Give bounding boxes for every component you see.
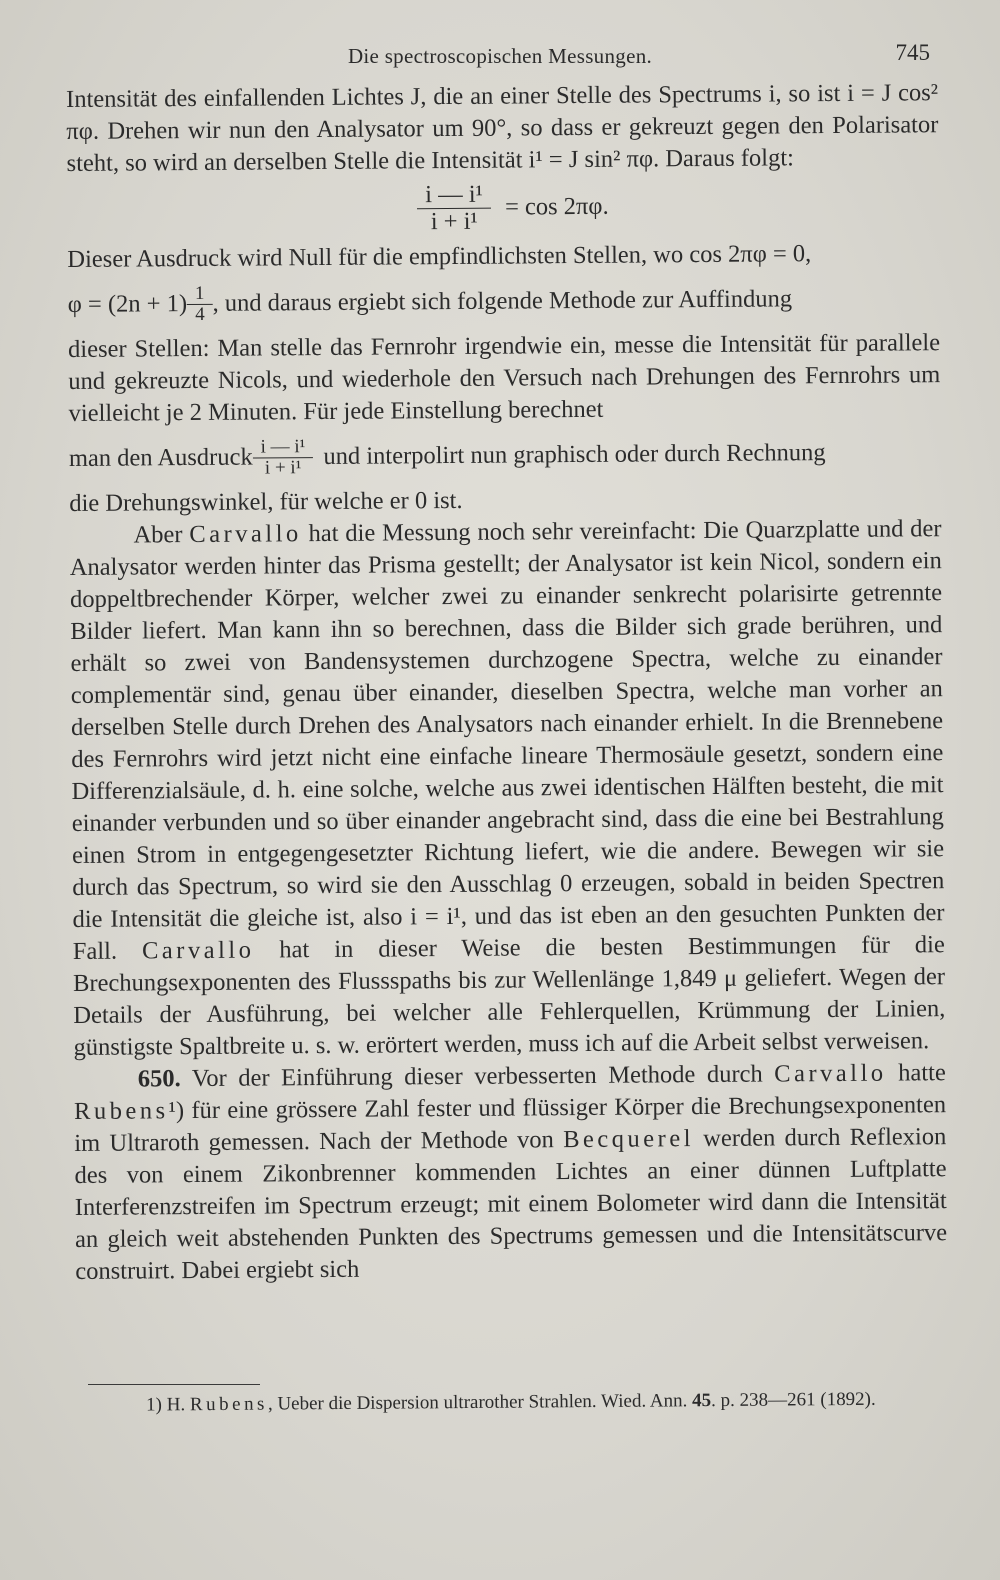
footnote-marker: 1) H. bbox=[146, 1394, 190, 1416]
text-run: Vor der Einführung dieser verbesserten Methode durch bbox=[180, 1060, 775, 1093]
expression-line bbox=[69, 423, 941, 488]
expression-pre: man den Ausdruck bbox=[68, 443, 253, 472]
text-run: werden durch Reflexion des von einem Zikonbrenner kommenden Lichtes an einer dünnen Luftplatte Interferenzstreifen im Spectrum erzeugt; mit einem Bolometer wird dann die Intensität an gleich weit abstehenden Punkten des Spectrums gemessen und die Intensitätscurve construirt. Dabei ergiebt sich bbox=[74, 1123, 948, 1285]
formula-ratio bbox=[67, 175, 939, 240]
phi-condition-line bbox=[68, 269, 940, 334]
expression-numerator: i — i¹ bbox=[252, 437, 313, 458]
formula-numerator: i — i¹ bbox=[417, 181, 491, 209]
paragraph-null-condition: Dieser Ausdruck wird Null für die empfindlichsten Stellen, wo cos 2πφ = 0, bbox=[67, 240, 812, 273]
page-number: 745 bbox=[895, 40, 930, 65]
text-run: hat in dieser Weise die besten Bestimmungen für die Brechungsexponenten des Flussspaths bis zur Wellenlänge 1,849 μ geliefert. Wegen der Details der Ausführung, bei welcher alle Fehlerquellen, Krümmung der Linien, günstigste Spaltbreite u. s. w. erörtert werden, muss ich auf die Arbeit selbst verweisen. bbox=[72, 931, 946, 1061]
text-run: für eine grössere Zahl fester und flüssiger Körper die Brechungsexponenten im Ultraroth gemessen. Nach der Methode von bbox=[74, 1091, 947, 1157]
footnote-title: , Ueber die Dispersion ultrarother Strahlen. Wied. Ann. bbox=[267, 1390, 693, 1415]
footnote bbox=[88, 1385, 936, 1420]
paragraph-650 bbox=[74, 1057, 948, 1288]
footnote-text bbox=[88, 1385, 936, 1420]
text-run: hatte bbox=[886, 1059, 946, 1087]
running-head: Die spectroscopischen Messungen. bbox=[347, 44, 653, 68]
expression-denominator: i + i¹ bbox=[264, 456, 302, 478]
footnote-pages: . p. 238—261 (1892). bbox=[710, 1388, 876, 1412]
paragraph-carvallo bbox=[69, 513, 945, 1064]
author-becquerel: Becquerel bbox=[563, 1125, 695, 1154]
page-header bbox=[70, 40, 930, 74]
footnote-volume: 45 bbox=[691, 1390, 712, 1412]
author-rubens: Rubens bbox=[73, 1097, 169, 1125]
text-run: hat die Messung noch sehr vereinfacht: Die Quarzplatte und der Analysator werden hinter das Prisma gestellt; der Analysator ist kein Nicol, sondern ein doppeltbrechender Körper, welcher zwei zu einander senkrecht polarisirte getrennte Bilder liefert. Man kann ihn so berechnen, dass die Bilder sich grade berühren, und erhält so zwei von Bandensystemen durchzogene Spectra, welche zu einander complementär sind, genau über einander, dieselben Spectra, welche man vorher an derselben Stelle durch Drehen des Analysators nach einander erhielt. In die Brennebene des Fernrohrs wird jetzt nicht eine einfache lineare Thermosäule gesetzt, sondern eine Differenzialsäule, d. h. eine solche, welche aus zwei identischen Hälften besteht, die mit einander verbunden und so über einander angebracht sind, dass die eine bei Bestrahlung einen Strom in entgegengesetzter Richtung liefert, wie die andere. Bewegen wir sie durch das Spectrum, so wird sie den Ausschlag 0 erzeugen, sobald in beiden Spectren die Intensität die gleiche ist, also i = i¹, und das ist eben an den gesuchten Punkten der Fall. bbox=[69, 515, 945, 965]
quarter-fraction bbox=[187, 283, 213, 324]
phi-condition: φ = (2n + 1) bbox=[67, 290, 188, 318]
footnote-divider bbox=[88, 1384, 260, 1385]
expression-post: und interpolirt nun graphisch oder durch Rechnung bbox=[323, 439, 826, 470]
quarter-denominator: 4 bbox=[195, 303, 205, 325]
author-carvallo: Carvallo bbox=[774, 1059, 887, 1088]
formula-denominator: i + i¹ bbox=[430, 207, 478, 235]
formula-rhs: = cos 2πφ. bbox=[504, 192, 609, 221]
text-run: Aber bbox=[133, 521, 190, 549]
section-number: 650. bbox=[137, 1065, 181, 1093]
formula-fraction bbox=[417, 181, 491, 235]
paragraph-rotation-angles: die Drehungswinkel, für welche er 0 ist. bbox=[69, 486, 463, 517]
quarter-numerator: 1 bbox=[187, 283, 213, 304]
body-text bbox=[66, 77, 947, 1288]
paragraph-intensity: Intensität des einfallenden Lichtes J, die an einer Stelle des Spectrums i, so ist i = J cos² πφ. Drehen wir nun den Analysator um 90°, so dass er gekreuzt gegen den Polarisator steht, so wird an derselben Stelle die Intensität i¹ = J sin² πφ. Daraus folgt: bbox=[66, 79, 939, 177]
author-carvallo: Carvallo bbox=[141, 936, 255, 965]
author-carvallo: Carvallo bbox=[189, 520, 302, 549]
method-intro: , und daraus ergiebt sich folgende Methode zur Auffindung bbox=[212, 285, 793, 317]
paragraph-method: dieser Stellen: Man stelle das Fernrohr irgendwie ein, messe die Intensität für parallele und gekreuzte Nicols, und wiederhole den Versuch nach Drehungen des Fernrohrs um vielleicht je 2 Minuten. Für jede Einstellung berechnet bbox=[67, 329, 941, 427]
footnote-reference: ¹) bbox=[168, 1097, 185, 1125]
footnote-author: Rubens bbox=[189, 1393, 268, 1416]
expression-fraction bbox=[252, 437, 313, 478]
